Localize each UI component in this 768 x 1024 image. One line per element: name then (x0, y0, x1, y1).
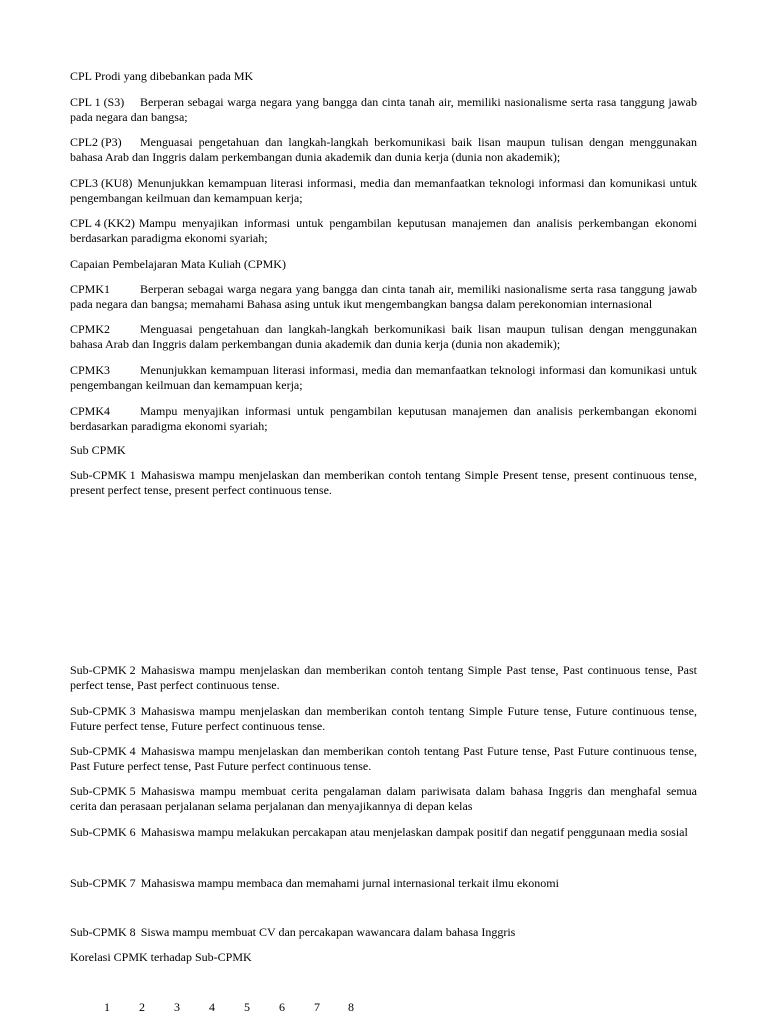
cpmk-item-1 (70, 282, 697, 312)
cpl-code: CPL3 (KU8) (70, 176, 133, 190)
sub-cpmk-text: Mahasiswa mampu menjelaskan dan memberikan contoh tentang Past Future tense, Past Future continuous tense, Past Future perfect tense, Past Future perfect continuous tense. (70, 744, 697, 773)
heading-cpl: CPL Prodi yang dibebankan pada MK (70, 69, 254, 83)
sub-cpmk-text: Siswa mampu membuat CV dan percakapan wawancara dalam bahasa Inggris (140, 925, 516, 939)
sub-cpmk-text: Mahasiswa mampu menjelaskan dan memberikan contoh tentang Simple Present tense, present continuous tense, present perfect tense, present perfect continuous tense. (70, 468, 697, 497)
cpmk-code: CPMK3 (70, 363, 111, 377)
sub-cpmk-item-8 (70, 925, 697, 940)
sub-cpmk-item-1 (70, 468, 697, 498)
cpmk-code: CPMK2 (70, 322, 111, 336)
cpmk-text: Menguasai pengetahuan dan langkah-langkah berkomunikasi baik lisan maupun tulisan dengan menggunakan bahasa Arab dan Inggris dalam perkembangan dunia akademik dan dunia kerja (dunia non akademik); (70, 322, 697, 351)
sub-cpmk-text: Mahasiswa mampu menjelaskan dan memberikan contoh tentang Simple Past tense, Past continuous tense, Past perfect tense, Past perfect continuous tense. (70, 663, 697, 692)
sub-cpmk-text: Mahasiswa mampu melakukan percakapan atau menjelaskan dampak positif dan negatif penggunaan media sosial (140, 825, 688, 839)
column-number: 1 (104, 1000, 110, 1014)
cpl-code: CPL 4 (KK2) (70, 216, 135, 230)
cpl-item-4 (70, 216, 697, 246)
sub-cpmk-item-6 (70, 825, 697, 840)
column-number: 6 (279, 1000, 285, 1014)
column-number: 3 (174, 1000, 180, 1014)
sub-cpmk-item-3 (70, 704, 697, 734)
cpl-item-1 (70, 95, 697, 125)
cpl-item-2 (70, 135, 697, 165)
column-number: 8 (348, 1000, 354, 1014)
sub-cpmk-text: Mahasiswa mampu menjelaskan dan memberikan contoh tentang Simple Future tense, Future continuous tense, Future perfect tense, Future perfect continuous tense. (70, 704, 697, 733)
sub-cpmk-code: Sub-CPMK 4 (70, 744, 136, 758)
cpl-text: Menunjukkan kemampuan literasi informasi, media dan memanfaatkan teknologi informasi dan komunikasi untuk pengembangan keilmuan dan kemampuan kerja; (70, 176, 697, 205)
sub-cpmk-code: Sub-CPMK 2 (70, 663, 136, 677)
sub-cpmk-item-4 (70, 744, 697, 774)
cpmk-item-4 (70, 404, 697, 434)
column-number: 4 (209, 1000, 215, 1014)
sub-cpmk-code: Sub-CPMK 5 (70, 784, 136, 798)
cpl-text: Berperan sebagai warga negara yang bangga dan cinta tanah air, memiliki nasionalisme serta rasa tanggung jawab pada negara dan bangsa; (70, 95, 697, 124)
heading-cpmk: Capaian Pembelajaran Mata Kuliah (CPMK) (70, 257, 286, 271)
cpl-text: Mampu menyajikan informasi untuk pengambilan keputusan manajemen dan analisis perkembangan ekonomi berdasarkan paradigma ekonomi syariah; (70, 216, 697, 245)
cpmk-code: CPMK1 (70, 282, 111, 296)
cpmk-code: CPMK4 (70, 404, 111, 418)
cpmk-item-3 (70, 363, 697, 393)
cpmk-text: Menunjukkan kemampuan literasi informasi, media dan memanfaatkan teknologi informasi dan komunikasi untuk pengembangan keilmuan dan kemampuan kerja; (70, 363, 697, 392)
sub-cpmk-item-2 (70, 663, 697, 693)
sub-cpmk-text: Mahasiswa mampu membaca dan memahami jurnal internasional terkait ilmu ekonomi (140, 876, 559, 890)
sub-cpmk-code: Sub-CPMK 3 (70, 704, 136, 718)
cpmk-text: Berperan sebagai warga negara yang bangga dan cinta tanah air, memiliki nasionalisme serta rasa tanggung jawab pada negara dan bangsa; memahami Bahasa asing untuk ikut mengembangkan bangsa dalam perekonomian internasional (70, 282, 697, 311)
sub-cpmk-code: Sub-CPMK 8 (70, 925, 136, 939)
column-number: 5 (244, 1000, 250, 1014)
cpmk-item-2 (70, 322, 697, 352)
sub-cpmk-text: Mahasiswa mampu membuat cerita pengalaman dalam pariwisata dalam bahasa Inggris dan menghafal semua cerita dan perasaan perjalanan selama perjalanan dan menyajikannya di depan kelas (70, 784, 697, 813)
heading-sub-cpmk: Sub CPMK (70, 443, 126, 457)
cpmk-text: Mampu menyajikan informasi untuk pengambilan keputusan manajemen dan analisis perkembangan ekonomi berdasarkan paradigma ekonomi syariah; (70, 404, 697, 433)
cpl-code: CPL 1 (S3) (70, 95, 125, 109)
sub-cpmk-item-5 (70, 784, 697, 814)
heading-korelasi: Korelasi CPMK terhadap Sub-CPMK (70, 950, 252, 964)
sub-cpmk-code: Sub-CPMK 1 (70, 468, 136, 482)
sub-cpmk-code: Sub-CPMK 6 (70, 825, 136, 839)
cpl-item-3 (70, 176, 697, 206)
sub-cpmk-item-7 (70, 876, 697, 891)
column-number: 2 (139, 1000, 145, 1014)
column-number: 7 (314, 1000, 320, 1014)
cpl-text: Menguasai pengetahuan dan langkah-langkah berkomunikasi baik lisan maupun tulisan dengan menggunakan bahasa Arab dan Inggris dalam perkembangan dunia akademik dan dunia kerja (dunia non akademik); (70, 135, 697, 164)
sub-cpmk-code: Sub-CPMK 7 (70, 876, 136, 890)
cpl-code: CPL2 (P3) (70, 135, 122, 149)
